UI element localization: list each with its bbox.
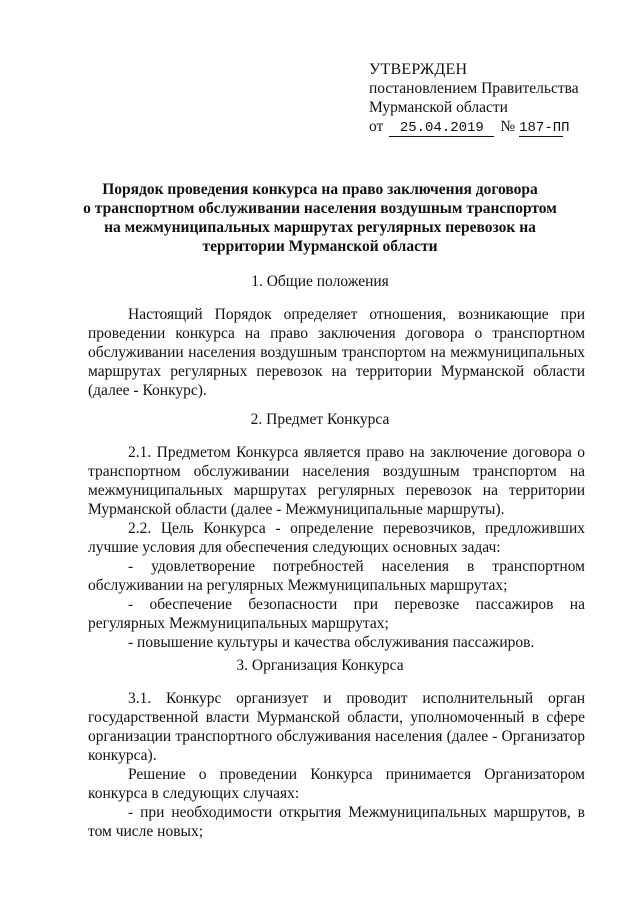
section-3-heading: 3. Организация Конкурса [236, 657, 404, 674]
section-2-list-item-1: - удовлетворение потребностей населения в транспортном обслуживании на регулярных Межмуниципальных маршрутах; [88, 558, 585, 594]
document-title [80, 180, 560, 256]
section-2-body [88, 443, 585, 652]
section-3-paragraph-1: 3.1. Конкурс организует и проводит исполнительный орган государственной власти Мурманской области, уполномоченный в сфере организации транспортного обслуживания населения (далее - Организатор конкурса). [88, 690, 585, 764]
from-label: от [369, 118, 384, 135]
approval-line-2: Мурманской области [369, 99, 508, 116]
approved-label: УТВЕРЖДЕН [369, 61, 468, 78]
section-1-paragraph-1: Настоящий Порядок определяет отношения, возникающие при проведении конкурса на право заключения договора о транспортном обслуживании населения воздушным транспортом на межмуниципальных маршрутах регулярных перевозок на территории Мурманской области (далее - Конкурс). [88, 306, 585, 399]
section-2-paragraph-2: 2.2. Цель Конкурса - определение перевозчиков, предложивших лучшие условия для обеспечения следующих основных задач: [88, 520, 585, 556]
approval-date: 25.04.2019 [389, 120, 494, 137]
section-1-body [88, 305, 585, 400]
number-sign: № [500, 118, 516, 135]
section-3-list-item-1: - при необходимости открытия Межмуниципальных маршрутов, в том числе новых; [88, 804, 585, 840]
section-2-list-item-2: - обеспечение безопасности при перевозке пассажиров на регулярных Межмуниципальных маршрутах; [88, 596, 585, 632]
title-line-1: Порядок проведения конкурса на право заключения договора [102, 181, 538, 198]
approval-line-1: постановлением Правительства [369, 80, 579, 97]
approval-number: 187-ПП [519, 120, 570, 136]
title-line-3: на межмуниципальных маршрутах регулярных перевозок на [104, 219, 536, 236]
approval-date-row [369, 117, 614, 137]
section-2-paragraph-1: 2.1. Предметом Конкурса является право на заключение договора о транспортном обслуживании населения воздушным транспортом на межмуниципальных маршрутах регулярных перевозок на территории Мурманской области (далее - Межмуниципальные маршруты). [88, 444, 585, 518]
approval-stamp [369, 60, 614, 137]
section-3-body [88, 689, 585, 841]
title-line-4: территории Мурманской области [202, 238, 438, 255]
section-2-list-item-3: - повышение культуры и качества обслуживания пассажиров. [128, 634, 535, 651]
section-2-heading: 2. Предмет Конкурса [250, 411, 390, 428]
title-line-2: о транспортном обслуживании населения воздушным транспортом [83, 200, 557, 217]
section-3-paragraph-2: Решение о проведении Конкурса принимается Организатором конкурса в следующих случаях: [88, 766, 585, 802]
section-1-heading: 1. Общие положения [251, 273, 389, 290]
